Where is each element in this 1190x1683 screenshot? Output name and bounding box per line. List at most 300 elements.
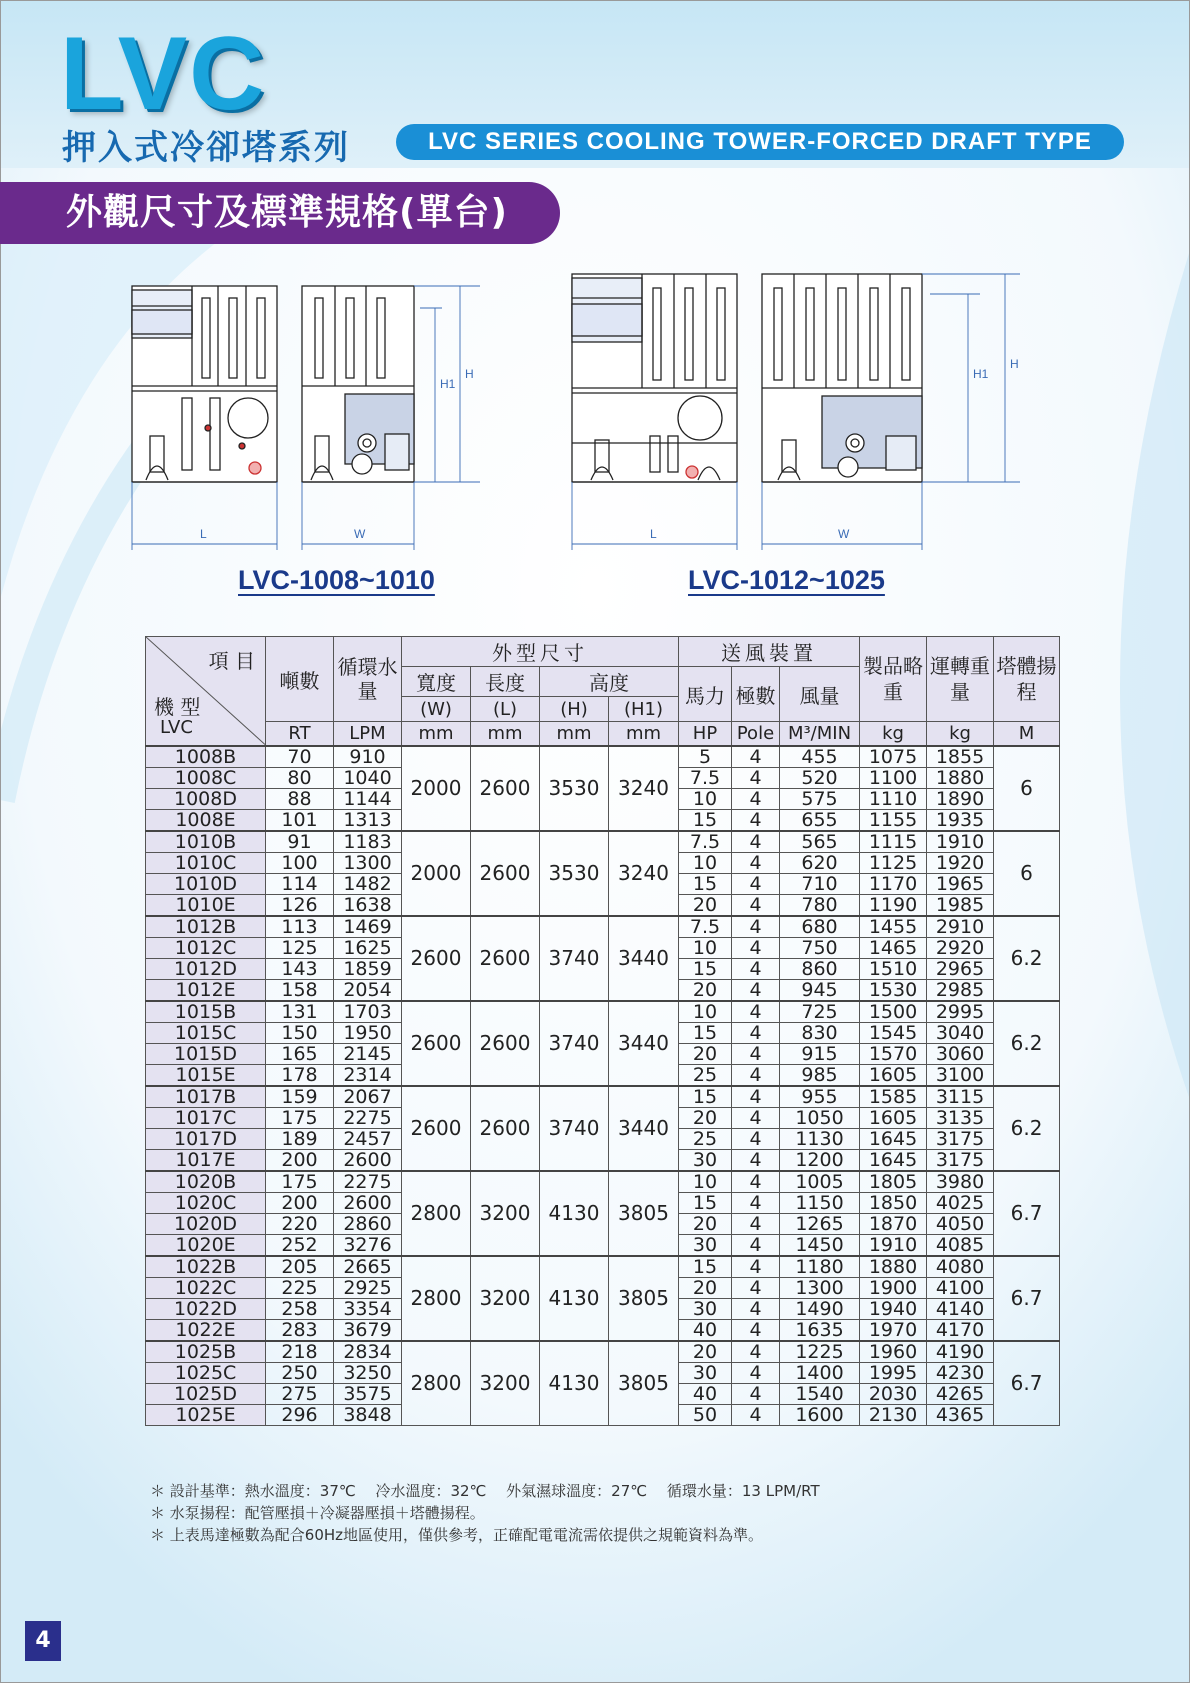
cell-weight: 1880 bbox=[860, 1256, 927, 1278]
cell-rt: 113 bbox=[266, 916, 334, 938]
cell-head: 6 bbox=[994, 746, 1060, 831]
cell-op-weight: 3175 bbox=[927, 1149, 994, 1171]
cell-lpm: 1482 bbox=[334, 873, 402, 894]
cell-pole: 4 bbox=[732, 1213, 780, 1234]
dim-h-label-1: H bbox=[465, 367, 474, 381]
table-row bbox=[146, 1001, 1060, 1023]
cell-pole: 4 bbox=[732, 831, 780, 853]
cell-lpm: 2275 bbox=[334, 1171, 402, 1193]
cell-hp: 10 bbox=[679, 788, 732, 809]
cell-rt: 178 bbox=[266, 1064, 334, 1086]
header-dims: 外型尺寸 bbox=[402, 637, 679, 667]
cell-op-weight: 3040 bbox=[927, 1022, 994, 1043]
model-label-left: LVC-1008~1010 bbox=[238, 565, 435, 595]
unit-w: mm bbox=[402, 722, 471, 746]
cell-model: 1010B bbox=[146, 831, 266, 853]
cell-pole: 4 bbox=[732, 1064, 780, 1086]
cell-lpm: 2457 bbox=[334, 1128, 402, 1149]
header-height: 高度 bbox=[540, 667, 679, 697]
section-title-banner: 外觀尺寸及標準規格(單台) bbox=[0, 182, 560, 244]
table-row bbox=[146, 1256, 1060, 1278]
cell-rt: 126 bbox=[266, 894, 334, 916]
unit-weight: kg bbox=[860, 722, 927, 746]
cell-model: 1015E bbox=[146, 1064, 266, 1086]
cell-pole: 4 bbox=[732, 1001, 780, 1023]
table-row bbox=[146, 831, 1060, 853]
cell-model: 1010D bbox=[146, 873, 266, 894]
cell-weight: 1585 bbox=[860, 1086, 927, 1108]
cell-airflow: 1600 bbox=[780, 1404, 860, 1425]
dim-w-label-1: W bbox=[354, 527, 366, 541]
cell-op-weight: 3060 bbox=[927, 1043, 994, 1064]
cell-hp: 40 bbox=[679, 1383, 732, 1404]
cell-airflow: 725 bbox=[780, 1001, 860, 1023]
cell-op-weight: 3100 bbox=[927, 1064, 994, 1086]
header-model-sub: LVC bbox=[160, 717, 193, 738]
cell-width: 2600 bbox=[402, 916, 471, 1001]
cell-weight: 2030 bbox=[860, 1383, 927, 1404]
cell-pole: 4 bbox=[732, 809, 780, 831]
cell-head: 6.7 bbox=[994, 1256, 1060, 1341]
cell-hp: 30 bbox=[679, 1298, 732, 1319]
cell-height-h1: 3440 bbox=[609, 1086, 679, 1171]
cell-weight: 1645 bbox=[860, 1149, 927, 1171]
cell-airflow: 915 bbox=[780, 1043, 860, 1064]
cell-pole: 4 bbox=[732, 979, 780, 1001]
cell-rt: 200 bbox=[266, 1192, 334, 1213]
cell-model: 1025B bbox=[146, 1341, 266, 1363]
cell-lpm: 1638 bbox=[334, 894, 402, 916]
cell-model: 1017C bbox=[146, 1107, 266, 1128]
cell-weight: 1850 bbox=[860, 1192, 927, 1213]
cell-rt: 175 bbox=[266, 1171, 334, 1193]
cell-hp: 10 bbox=[679, 852, 732, 873]
logo-lvc: LVC bbox=[60, 16, 267, 132]
cell-model: 1025D bbox=[146, 1383, 266, 1404]
cell-model: 1012E bbox=[146, 979, 266, 1001]
cell-airflow: 1300 bbox=[780, 1277, 860, 1298]
cell-model: 1008C bbox=[146, 767, 266, 788]
cell-pole: 4 bbox=[732, 746, 780, 768]
cell-op-weight: 2985 bbox=[927, 979, 994, 1001]
cell-lpm: 2665 bbox=[334, 1256, 402, 1278]
cell-pole: 4 bbox=[732, 1341, 780, 1363]
cell-lpm: 1144 bbox=[334, 788, 402, 809]
cell-weight: 1545 bbox=[860, 1022, 927, 1043]
cell-lpm: 2600 bbox=[334, 1192, 402, 1213]
cell-op-weight: 1890 bbox=[927, 788, 994, 809]
page-number: 4 bbox=[25, 1621, 61, 1661]
cell-airflow: 710 bbox=[780, 873, 860, 894]
cell-length: 3200 bbox=[471, 1341, 540, 1426]
cell-weight: 1805 bbox=[860, 1171, 927, 1193]
cell-pole: 4 bbox=[732, 1022, 780, 1043]
cell-airflow: 750 bbox=[780, 937, 860, 958]
spec-table-body bbox=[146, 746, 1060, 1426]
cell-airflow: 1635 bbox=[780, 1319, 860, 1341]
cell-model: 1010C bbox=[146, 852, 266, 873]
cell-hp: 5 bbox=[679, 746, 732, 768]
cell-weight: 1530 bbox=[860, 979, 927, 1001]
cell-pole: 4 bbox=[732, 937, 780, 958]
cell-lpm: 2054 bbox=[334, 979, 402, 1001]
cell-height-h1: 3440 bbox=[609, 916, 679, 1001]
cell-model: 1022C bbox=[146, 1277, 266, 1298]
table-row bbox=[146, 1086, 1060, 1108]
cell-hp: 15 bbox=[679, 1256, 732, 1278]
cell-hp: 15 bbox=[679, 1192, 732, 1213]
header-op-weight: 運轉重量 bbox=[927, 637, 994, 722]
cell-model: 1025C bbox=[146, 1362, 266, 1383]
cell-weight: 1115 bbox=[860, 831, 927, 853]
cell-rt: 80 bbox=[266, 767, 334, 788]
cell-lpm: 3679 bbox=[334, 1319, 402, 1341]
unit-airflow: M³/MIN bbox=[780, 722, 860, 746]
cell-model: 1012B bbox=[146, 916, 266, 938]
cell-weight: 1900 bbox=[860, 1277, 927, 1298]
cell-hp: 15 bbox=[679, 1086, 732, 1108]
header-length: 長度 bbox=[471, 667, 540, 697]
cell-op-weight: 4140 bbox=[927, 1298, 994, 1319]
header-width-sub: (W) bbox=[402, 697, 471, 722]
cell-hp: 20 bbox=[679, 1341, 732, 1363]
cell-airflow: 945 bbox=[780, 979, 860, 1001]
cell-pole: 4 bbox=[732, 1128, 780, 1149]
cell-model: 1012C bbox=[146, 937, 266, 958]
unit-pole: Pole bbox=[732, 722, 780, 746]
cell-hp: 20 bbox=[679, 1107, 732, 1128]
cell-weight: 1870 bbox=[860, 1213, 927, 1234]
cell-hp: 30 bbox=[679, 1234, 732, 1256]
cell-airflow: 1130 bbox=[780, 1128, 860, 1149]
cell-weight: 1100 bbox=[860, 767, 927, 788]
unit-h1: mm bbox=[609, 722, 679, 746]
cell-width: 2600 bbox=[402, 1001, 471, 1086]
cell-weight: 1605 bbox=[860, 1064, 927, 1086]
cell-pole: 4 bbox=[732, 1107, 780, 1128]
cell-weight: 1110 bbox=[860, 788, 927, 809]
cell-height: 3530 bbox=[540, 831, 609, 916]
cell-lpm: 2834 bbox=[334, 1341, 402, 1363]
cell-op-weight: 4365 bbox=[927, 1404, 994, 1425]
cell-weight: 1570 bbox=[860, 1043, 927, 1064]
header-item: 項 目 bbox=[208, 649, 255, 673]
dim-l-label-2: L bbox=[650, 527, 657, 541]
spec-table bbox=[145, 636, 1060, 1426]
cell-lpm: 2314 bbox=[334, 1064, 402, 1086]
cell-hp: 50 bbox=[679, 1404, 732, 1425]
cell-length: 2600 bbox=[471, 1001, 540, 1086]
cell-height-h1: 3240 bbox=[609, 746, 679, 831]
cell-head: 6 bbox=[994, 831, 1060, 916]
cell-op-weight: 3980 bbox=[927, 1171, 994, 1193]
cell-rt: 258 bbox=[266, 1298, 334, 1319]
header-width: 寬度 bbox=[402, 667, 471, 697]
cell-model: 1017B bbox=[146, 1086, 266, 1108]
cell-rt: 143 bbox=[266, 958, 334, 979]
cell-weight: 1170 bbox=[860, 873, 927, 894]
cell-lpm: 1469 bbox=[334, 916, 402, 938]
cell-op-weight: 3115 bbox=[927, 1086, 994, 1108]
cell-airflow: 455 bbox=[780, 746, 860, 768]
cell-height-h1: 3805 bbox=[609, 1256, 679, 1341]
cell-rt: 100 bbox=[266, 852, 334, 873]
cell-weight: 1125 bbox=[860, 852, 927, 873]
cell-hp: 20 bbox=[679, 1213, 732, 1234]
cell-pole: 4 bbox=[732, 1319, 780, 1341]
cell-head: 6.2 bbox=[994, 916, 1060, 1001]
cell-rt: 205 bbox=[266, 1256, 334, 1278]
cell-weight: 1155 bbox=[860, 809, 927, 831]
cell-weight: 1645 bbox=[860, 1128, 927, 1149]
cell-weight: 1455 bbox=[860, 916, 927, 938]
cell-rt: 131 bbox=[266, 1001, 334, 1023]
cell-length: 3200 bbox=[471, 1171, 540, 1256]
cell-head: 6.7 bbox=[994, 1171, 1060, 1256]
cell-head: 6.7 bbox=[994, 1341, 1060, 1426]
cell-airflow: 1450 bbox=[780, 1234, 860, 1256]
cell-hp: 10 bbox=[679, 937, 732, 958]
cell-hp: 7.5 bbox=[679, 767, 732, 788]
cell-model: 1025E bbox=[146, 1404, 266, 1425]
cell-hp: 7.5 bbox=[679, 831, 732, 853]
cell-airflow: 860 bbox=[780, 958, 860, 979]
cell-rt: 200 bbox=[266, 1149, 334, 1171]
cell-length: 2600 bbox=[471, 1086, 540, 1171]
cell-model: 1022B bbox=[146, 1256, 266, 1278]
cell-op-weight: 3175 bbox=[927, 1128, 994, 1149]
cell-op-weight: 4085 bbox=[927, 1234, 994, 1256]
series-title-chinese: 押入式冷卻塔系列 bbox=[62, 128, 350, 168]
cell-airflow: 1540 bbox=[780, 1383, 860, 1404]
cell-op-weight: 2995 bbox=[927, 1001, 994, 1023]
cell-rt: 220 bbox=[266, 1213, 334, 1234]
cell-op-weight: 4190 bbox=[927, 1341, 994, 1363]
cell-model: 1020E bbox=[146, 1234, 266, 1256]
units-row bbox=[146, 722, 1060, 746]
unit-l: mm bbox=[471, 722, 540, 746]
cell-model: 1015D bbox=[146, 1043, 266, 1064]
table-row bbox=[146, 1341, 1060, 1363]
header-item-model-cell bbox=[146, 637, 266, 746]
cell-pole: 4 bbox=[732, 1043, 780, 1064]
cell-airflow: 680 bbox=[780, 916, 860, 938]
cell-hp: 7.5 bbox=[679, 916, 732, 938]
table-row bbox=[146, 1171, 1060, 1193]
cell-rt: 88 bbox=[266, 788, 334, 809]
header-length-sub: (L) bbox=[471, 697, 540, 722]
cell-hp: 20 bbox=[679, 894, 732, 916]
cell-op-weight: 1880 bbox=[927, 767, 994, 788]
cell-airflow: 1005 bbox=[780, 1171, 860, 1193]
cell-pole: 4 bbox=[732, 1256, 780, 1278]
cell-length: 3200 bbox=[471, 1256, 540, 1341]
cell-pole: 4 bbox=[732, 1277, 780, 1298]
cell-rt: 70 bbox=[266, 746, 334, 768]
cell-airflow: 1050 bbox=[780, 1107, 860, 1128]
header-hp: 馬力 bbox=[679, 667, 732, 722]
unit-lpm: LPM bbox=[334, 722, 402, 746]
cell-op-weight: 2965 bbox=[927, 958, 994, 979]
cell-op-weight: 4170 bbox=[927, 1319, 994, 1341]
cell-op-weight: 4230 bbox=[927, 1362, 994, 1383]
model-label-right: LVC-1012~1025 bbox=[688, 565, 885, 595]
cell-width: 2600 bbox=[402, 1086, 471, 1171]
cell-pole: 4 bbox=[732, 1404, 780, 1425]
note-pump-head: ＊ 水泵揚程：配管壓損＋冷凝器壓損＋塔體揚程。 bbox=[150, 1504, 485, 1522]
cell-weight: 1075 bbox=[860, 746, 927, 768]
note-design-basis: ＊ 設計基準：熱水溫度：37℃ 冷水溫度：32℃ 外氣濕球溫度：27℃ 循環水量：13 LPM/RT bbox=[150, 1482, 820, 1500]
cell-model: 1008D bbox=[146, 788, 266, 809]
cell-length: 2600 bbox=[471, 746, 540, 831]
dim-l-label-1: L bbox=[200, 527, 207, 541]
cell-weight: 2130 bbox=[860, 1404, 927, 1425]
cell-width: 2800 bbox=[402, 1341, 471, 1426]
cell-length: 2600 bbox=[471, 831, 540, 916]
cell-weight: 1970 bbox=[860, 1319, 927, 1341]
cell-lpm: 1625 bbox=[334, 937, 402, 958]
cell-airflow: 955 bbox=[780, 1086, 860, 1108]
unit-head: M bbox=[994, 722, 1060, 746]
cell-width: 2800 bbox=[402, 1256, 471, 1341]
cell-op-weight: 1910 bbox=[927, 831, 994, 853]
cell-airflow: 1225 bbox=[780, 1341, 860, 1363]
cell-model: 1020D bbox=[146, 1213, 266, 1234]
cell-model: 1017E bbox=[146, 1149, 266, 1171]
cell-rt: 158 bbox=[266, 979, 334, 1001]
cell-op-weight: 1985 bbox=[927, 894, 994, 916]
cell-height: 3740 bbox=[540, 916, 609, 1001]
cell-op-weight: 2910 bbox=[927, 916, 994, 938]
cell-weight: 1605 bbox=[860, 1107, 927, 1128]
cell-weight: 1190 bbox=[860, 894, 927, 916]
cell-hp: 20 bbox=[679, 979, 732, 1001]
cell-rt: 101 bbox=[266, 809, 334, 831]
cell-pole: 4 bbox=[732, 1362, 780, 1383]
series-title-english: LVC SERIES COOLING TOWER-FORCED DRAFT TYPE bbox=[396, 124, 1124, 160]
cell-pole: 4 bbox=[732, 1234, 780, 1256]
header-airflow: 風量 bbox=[780, 667, 860, 722]
cell-hp: 15 bbox=[679, 958, 732, 979]
cell-lpm: 1703 bbox=[334, 1001, 402, 1023]
cell-rt: 189 bbox=[266, 1128, 334, 1149]
cell-lpm: 2925 bbox=[334, 1277, 402, 1298]
cell-head: 6.2 bbox=[994, 1001, 1060, 1086]
cell-hp: 15 bbox=[679, 873, 732, 894]
cell-op-weight: 1935 bbox=[927, 809, 994, 831]
cell-rt: 275 bbox=[266, 1383, 334, 1404]
notes bbox=[150, 1480, 820, 1546]
cell-pole: 4 bbox=[732, 894, 780, 916]
cell-pole: 4 bbox=[732, 1086, 780, 1108]
cell-weight: 1500 bbox=[860, 1001, 927, 1023]
cell-pole: 4 bbox=[732, 1171, 780, 1193]
cell-hp: 30 bbox=[679, 1362, 732, 1383]
cell-length: 2600 bbox=[471, 916, 540, 1001]
cell-airflow: 780 bbox=[780, 894, 860, 916]
cell-op-weight: 1920 bbox=[927, 852, 994, 873]
cell-height: 3530 bbox=[540, 746, 609, 831]
cell-airflow: 575 bbox=[780, 788, 860, 809]
cell-weight: 1960 bbox=[860, 1341, 927, 1363]
header-pole: 極數 bbox=[732, 667, 780, 722]
cooling-tower-drawings bbox=[120, 268, 1050, 558]
cell-rt: 125 bbox=[266, 937, 334, 958]
cell-op-weight: 4080 bbox=[927, 1256, 994, 1278]
cell-op-weight: 4050 bbox=[927, 1213, 994, 1234]
cell-pole: 4 bbox=[732, 873, 780, 894]
cell-height-h1: 3240 bbox=[609, 831, 679, 916]
header-weight: 製品略重 bbox=[860, 637, 927, 722]
cell-op-weight: 3135 bbox=[927, 1107, 994, 1128]
cell-lpm: 1183 bbox=[334, 831, 402, 853]
table-row bbox=[146, 916, 1060, 938]
cell-lpm: 1950 bbox=[334, 1022, 402, 1043]
cell-hp: 30 bbox=[679, 1149, 732, 1171]
cell-rt: 218 bbox=[266, 1341, 334, 1363]
cell-op-weight: 4265 bbox=[927, 1383, 994, 1404]
cell-lpm: 3848 bbox=[334, 1404, 402, 1425]
cell-hp: 15 bbox=[679, 1022, 732, 1043]
note-motor-poles: ＊ 上表馬達極數為配合60Hz地區使用，僅供參考，正確配電電流需依提供之規範資料為準。 bbox=[150, 1526, 764, 1544]
cell-model: 1015C bbox=[146, 1022, 266, 1043]
cell-hp: 20 bbox=[679, 1043, 732, 1064]
cell-rt: 114 bbox=[266, 873, 334, 894]
cell-pole: 4 bbox=[732, 852, 780, 873]
cell-airflow: 655 bbox=[780, 809, 860, 831]
cell-height: 3740 bbox=[540, 1001, 609, 1086]
cell-height-h1: 3440 bbox=[609, 1001, 679, 1086]
cell-lpm: 1040 bbox=[334, 767, 402, 788]
cell-width: 2000 bbox=[402, 831, 471, 916]
cell-weight: 1510 bbox=[860, 958, 927, 979]
header-height-h: (H) bbox=[540, 697, 609, 722]
cell-model: 1020B bbox=[146, 1171, 266, 1193]
unit-h: mm bbox=[540, 722, 609, 746]
cell-rt: 296 bbox=[266, 1404, 334, 1425]
unit-rt: RT bbox=[266, 722, 334, 746]
cell-rt: 175 bbox=[266, 1107, 334, 1128]
tower-front-view-small bbox=[132, 286, 277, 482]
cell-rt: 159 bbox=[266, 1086, 334, 1108]
cell-model: 1015B bbox=[146, 1001, 266, 1023]
cell-lpm: 1859 bbox=[334, 958, 402, 979]
cell-airflow: 1150 bbox=[780, 1192, 860, 1213]
header-rt: 噸數 bbox=[266, 637, 334, 722]
cell-op-weight: 1965 bbox=[927, 873, 994, 894]
cell-airflow: 620 bbox=[780, 852, 860, 873]
cell-hp: 15 bbox=[679, 809, 732, 831]
cell-hp: 25 bbox=[679, 1128, 732, 1149]
cell-lpm: 2600 bbox=[334, 1149, 402, 1171]
cell-hp: 40 bbox=[679, 1319, 732, 1341]
cell-width: 2000 bbox=[402, 746, 471, 831]
table-row bbox=[146, 746, 1060, 768]
cell-op-weight: 4025 bbox=[927, 1192, 994, 1213]
cell-pole: 4 bbox=[732, 916, 780, 938]
cell-rt: 91 bbox=[266, 831, 334, 853]
dim-w-label-2: W bbox=[838, 527, 850, 541]
cell-airflow: 520 bbox=[780, 767, 860, 788]
cell-lpm: 3250 bbox=[334, 1362, 402, 1383]
cell-height: 4130 bbox=[540, 1171, 609, 1256]
cell-lpm: 1313 bbox=[334, 809, 402, 831]
cell-model: 1020C bbox=[146, 1192, 266, 1213]
header-fan: 送風裝置 bbox=[679, 637, 860, 667]
cell-weight: 1940 bbox=[860, 1298, 927, 1319]
cell-hp: 10 bbox=[679, 1171, 732, 1193]
cell-lpm: 2067 bbox=[334, 1086, 402, 1108]
